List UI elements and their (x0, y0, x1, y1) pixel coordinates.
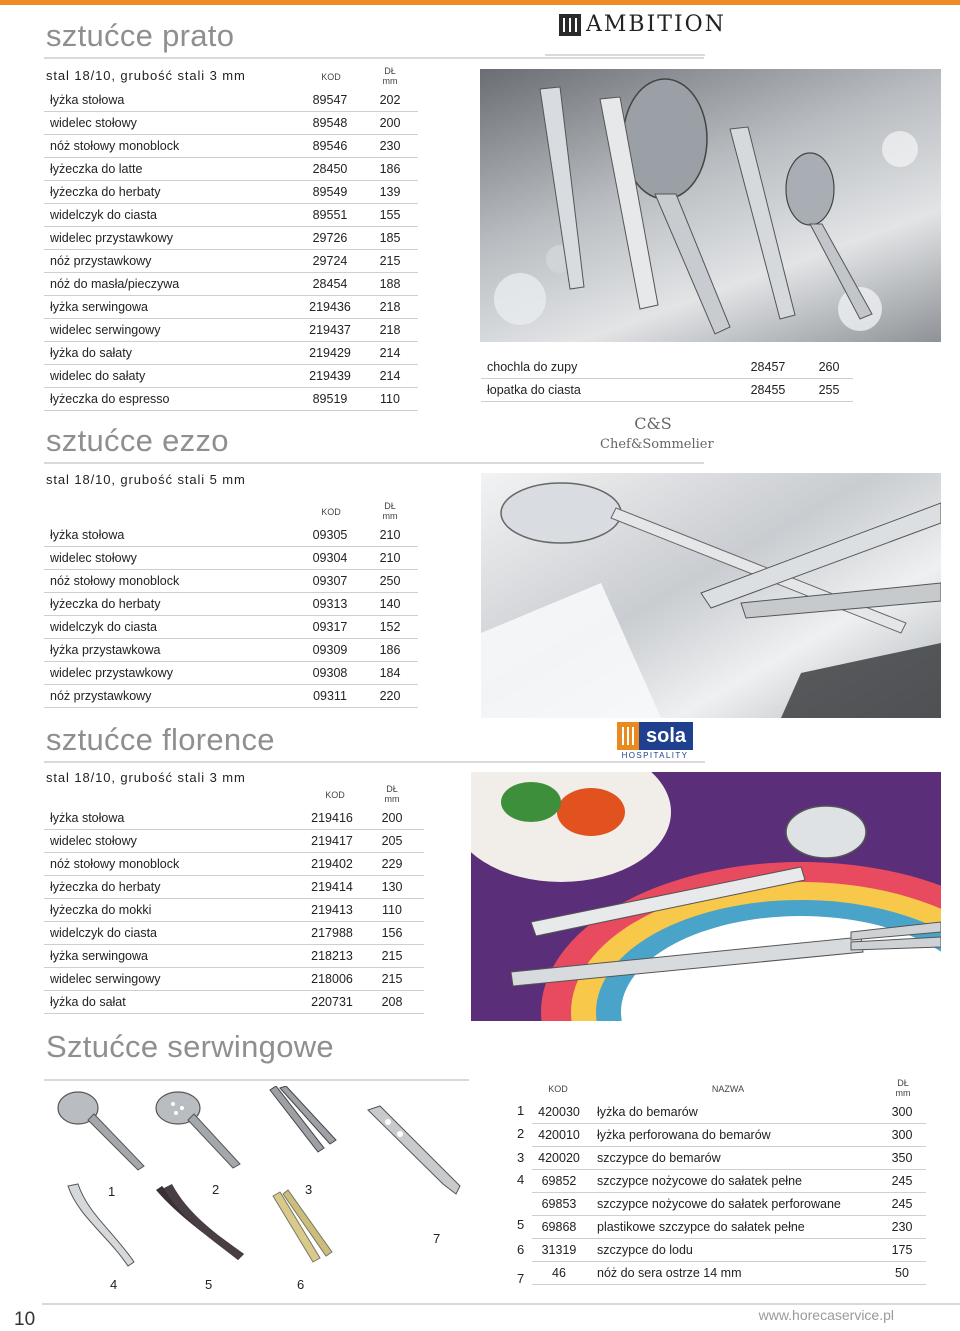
table-row (44, 638, 418, 662)
item-length: 300 (891, 1128, 913, 1142)
item-name: nóż stołowy monoblock (50, 574, 180, 588)
item-length: 230 (891, 1220, 913, 1234)
item-length: 200 (379, 116, 401, 130)
table-row (532, 1192, 926, 1216)
item-length: 300 (891, 1105, 913, 1119)
item-code: 69853 (541, 1197, 577, 1211)
item-length: 210 (379, 528, 401, 542)
chef-sommelier-text: Chef&Sommelier (600, 437, 714, 452)
footer-rule (42, 1303, 960, 1305)
item-code: 219416 (311, 811, 353, 825)
serwingowe-nazwa-header: NAZWA (711, 1084, 745, 1094)
item-length: 229 (381, 857, 403, 871)
item-name: nóż przystawkowy (50, 689, 152, 703)
item-name: łyżeczka do herbaty (50, 880, 161, 894)
serwingowe-title-rule (44, 1079, 469, 1081)
item-length: 214 (379, 369, 401, 383)
ezzo-cutlery-illustration (481, 473, 941, 718)
table-row (481, 378, 853, 402)
table-row (44, 852, 424, 876)
item-length: 186 (379, 643, 401, 657)
ambition-logo (559, 12, 726, 38)
item-code: 219439 (309, 369, 351, 383)
table-row (44, 921, 424, 945)
table-row (532, 1100, 926, 1124)
item-name: widelec serwingowy (50, 972, 161, 986)
item-code: 219417 (311, 834, 353, 848)
sola-logo-sub: HOSPITALITY (621, 751, 689, 760)
item-code: 220731 (311, 995, 353, 1009)
item-code: 219402 (311, 857, 353, 871)
item-name: łyżka stołowa (50, 811, 125, 825)
table-row (44, 661, 418, 685)
row-number: 5 (517, 1217, 525, 1232)
item-code: 09311 (313, 689, 347, 703)
table-row (532, 1123, 926, 1147)
item-length: 218 (379, 323, 401, 337)
table-row (44, 134, 418, 158)
sola-logo-text: sola (639, 722, 693, 750)
item-length: 186 (379, 162, 401, 176)
item-code: 29724 (312, 254, 348, 268)
row-number: 6 (517, 1242, 525, 1257)
item-code: 89548 (312, 116, 348, 130)
table-row (44, 203, 418, 227)
table-row (44, 226, 418, 250)
florence-title: sztućce florence (46, 722, 275, 757)
item-name: widelec stołowy (50, 551, 137, 565)
table-row (44, 967, 424, 991)
item-length: 260 (818, 360, 840, 374)
item-name: łyżeczka do herbaty (50, 597, 161, 611)
item-code: 09309 (312, 643, 348, 657)
item-length: 250 (379, 574, 401, 588)
serwingowe-title: Sztućce serwingowe (46, 1029, 334, 1064)
item-code: 89547 (312, 93, 348, 107)
item-name: nóż stołowy monoblock (50, 139, 180, 153)
item-name: łyżka perforowana do bemarów (597, 1128, 771, 1142)
table-row (44, 111, 418, 135)
ambition-rule (545, 54, 705, 56)
item-name: łyżka stołowa (50, 528, 125, 542)
item-name: łyżka do bemarów (597, 1105, 698, 1119)
ezzo-cutlery-photo (481, 473, 941, 718)
table-row (44, 295, 418, 319)
table-row (44, 318, 418, 342)
image-number-3: 3 (305, 1182, 313, 1197)
item-length: 155 (379, 208, 401, 222)
item-name: widelec do sałaty (50, 369, 146, 383)
image-number-7: 7 (433, 1231, 441, 1246)
item-code: 89549 (312, 185, 348, 199)
item-name: widelczyk do ciasta (50, 926, 157, 940)
table-row (44, 592, 418, 616)
item-length: 184 (379, 666, 401, 680)
mm-label: mm (895, 1088, 911, 1098)
table-row (44, 990, 424, 1014)
item-length: 185 (379, 231, 401, 245)
prato-dl-header (376, 66, 404, 86)
item-length: 230 (379, 139, 401, 153)
prato-cutlery-illustration (480, 69, 941, 342)
item-name: widelec stołowy (50, 834, 137, 848)
item-length: 152 (379, 620, 401, 634)
table-row (44, 249, 418, 273)
item-length: 202 (379, 93, 401, 107)
florence-subtitle: stal 18/10, grubość stali 3 mm (46, 770, 246, 785)
item-code: 29726 (312, 231, 348, 245)
item-code: 09308 (312, 666, 348, 680)
item-code: 219429 (309, 346, 351, 360)
table-row (44, 180, 418, 204)
item-code: 420020 (538, 1151, 580, 1165)
item-code: 28455 (750, 383, 786, 397)
item-length: 218 (379, 300, 401, 314)
table-row (44, 364, 418, 388)
item-length: 350 (891, 1151, 913, 1165)
item-length: 245 (891, 1197, 913, 1211)
item-name: łyżeczka do mokki (50, 903, 152, 917)
item-length: 214 (379, 346, 401, 360)
item-code: 218006 (311, 972, 353, 986)
item-code: 31319 (541, 1243, 577, 1257)
dl-label: DŁ (384, 501, 396, 511)
row-number: 3 (517, 1150, 525, 1165)
row-number: 4 (517, 1172, 525, 1187)
prato-title: sztućce prato (46, 18, 235, 53)
item-name: łopatka do ciasta (487, 383, 581, 397)
item-name: szczypce nożycowe do sałatek perforowane (597, 1197, 841, 1211)
table-row (44, 829, 424, 853)
item-code: 217988 (311, 926, 353, 940)
image-number-2: 2 (212, 1182, 220, 1197)
row-number: 7 (517, 1271, 525, 1286)
ezzo-kod-header: KOD (321, 507, 341, 517)
item-name: nóż do sera ostrze 14 mm (597, 1266, 742, 1280)
mm-label: mm (382, 76, 398, 86)
item-name: nóż przystawkowy (50, 254, 152, 268)
item-code: 69852 (541, 1174, 577, 1188)
item-name: widelec serwingowy (50, 323, 161, 337)
item-name: łyżeczka do herbaty (50, 185, 161, 199)
item-name: łyżka do sałaty (50, 346, 132, 360)
row-number: 2 (517, 1126, 525, 1141)
table-row (44, 875, 424, 899)
image-number-1: 1 (108, 1184, 116, 1199)
item-code: 28450 (312, 162, 348, 176)
item-code: 89551 (312, 208, 348, 222)
dl-label: DŁ (384, 66, 396, 76)
table-row (44, 569, 418, 593)
page-number: 10 (14, 1309, 36, 1330)
item-length: 130 (381, 880, 403, 894)
item-name: plastikowe szczypce do sałatek pełne (597, 1220, 805, 1234)
item-code: 420010 (538, 1128, 580, 1142)
item-code: 69868 (541, 1220, 577, 1234)
item-length: 200 (381, 811, 403, 825)
table-row (532, 1146, 926, 1170)
item-code: 89519 (312, 392, 348, 406)
florence-dl-header (378, 784, 406, 804)
item-code: 420030 (538, 1105, 580, 1119)
item-name: szczypce do lodu (597, 1243, 693, 1257)
item-name: łyżka stołowa (50, 93, 125, 107)
item-name: łyżka przystawkowa (50, 643, 161, 657)
item-length: 208 (381, 995, 403, 1009)
serwingowe-dl-header (890, 1078, 916, 1098)
sola-logo (617, 722, 693, 760)
item-code: 09307 (312, 574, 348, 588)
item-name: widelec stołowy (50, 116, 137, 130)
item-name: widelczyk do ciasta (50, 620, 157, 634)
dl-label: DŁ (386, 784, 398, 794)
table-row (532, 1215, 926, 1239)
item-length: 175 (891, 1243, 913, 1257)
item-code: 89546 (312, 139, 348, 153)
top-accent-bar (0, 0, 960, 5)
ezzo-subtitle: stal 18/10, grubość stali 5 mm (46, 472, 246, 487)
item-name: łyżka serwingowa (50, 300, 148, 314)
sola-rule (605, 761, 705, 763)
mm-label: mm (384, 794, 400, 804)
item-code: 46 (552, 1266, 566, 1280)
table-row (44, 387, 418, 411)
item-name: nóż stołowy monoblock (50, 857, 180, 871)
table-row (44, 615, 418, 639)
item-length: 205 (381, 834, 403, 848)
item-name: widelec przystawkowy (50, 666, 173, 680)
item-name: nóż do masła/pieczywa (50, 277, 180, 291)
item-code: 09305 (312, 528, 348, 542)
item-code: 28457 (750, 360, 786, 374)
item-code: 219414 (311, 880, 353, 894)
chef-sommelier-mark: C&S (634, 414, 672, 433)
table-row (44, 898, 424, 922)
ambition-logo-text: AMBITION (586, 12, 726, 37)
item-code: 28454 (312, 277, 348, 291)
item-code: 09313 (312, 597, 348, 611)
item-length: 110 (380, 392, 400, 406)
prato-kod-header: KOD (321, 72, 341, 82)
florence-cutlery-photo (471, 772, 941, 1021)
chef-sommelier-logo (600, 414, 714, 460)
item-code: 09317 (312, 620, 348, 634)
prato-cutlery-photo (480, 69, 941, 342)
table-row (44, 272, 418, 296)
cutlery-icon (559, 14, 581, 36)
image-number-5: 5 (205, 1277, 213, 1292)
serwingowe-kod-header: KOD (548, 1084, 568, 1094)
item-length: 140 (379, 597, 401, 611)
item-name: łyżka do sałat (50, 995, 126, 1009)
image-number-4: 4 (110, 1277, 118, 1292)
item-length: 220 (379, 689, 401, 703)
image-number-6: 6 (297, 1277, 305, 1292)
table-row (44, 944, 424, 968)
item-code: 219413 (311, 903, 353, 917)
table-row (44, 684, 418, 708)
table-row (532, 1169, 926, 1193)
table-row (481, 355, 853, 379)
dl-label: DŁ (897, 1078, 909, 1088)
item-length: 215 (381, 949, 403, 963)
item-name: łyżeczka do espresso (50, 392, 170, 406)
ezzo-dl-header (376, 501, 404, 521)
table-row (44, 523, 418, 547)
item-name: widelczyk do ciasta (50, 208, 157, 222)
item-length: 156 (381, 926, 403, 940)
table-row (44, 806, 424, 830)
item-code: 09304 (312, 551, 348, 565)
item-code: 219436 (309, 300, 351, 314)
item-length: 255 (818, 383, 840, 397)
item-name: szczypce nożycowe do sałatek pełne (597, 1174, 802, 1188)
item-name: łyżeczka do latte (50, 162, 143, 176)
table-row (44, 157, 418, 181)
prato-subtitle: stal 18/10, grubość stali 3 mm (46, 68, 246, 83)
table-row (532, 1261, 926, 1285)
florence-cutlery-illustration (471, 772, 941, 1021)
table-row (44, 546, 418, 570)
item-length: 215 (381, 972, 403, 986)
item-length: 188 (379, 277, 401, 291)
ezzo-title-rule (44, 462, 704, 464)
item-length: 139 (379, 185, 401, 199)
florence-kod-header: KOD (325, 790, 345, 800)
sola-cutlery-icon (617, 722, 639, 750)
website-url: www.horecaservice.pl (758, 1307, 894, 1323)
item-name: szczypce do bemarów (597, 1151, 721, 1165)
item-name: chochla do zupy (487, 360, 578, 374)
table-row (532, 1238, 926, 1262)
item-name: łyżka serwingowa (50, 949, 148, 963)
mm-label: mm (382, 511, 398, 521)
item-length: 215 (379, 254, 401, 268)
item-code: 218213 (311, 949, 353, 963)
item-length: 245 (891, 1174, 913, 1188)
table-row (44, 88, 418, 112)
row-number: 1 (517, 1103, 525, 1118)
prato-title-rule (44, 57, 704, 59)
item-name: widelec przystawkowy (50, 231, 173, 245)
item-length: 210 (379, 551, 401, 565)
ezzo-title: sztućce ezzo (46, 423, 229, 458)
item-code: 219437 (309, 323, 351, 337)
item-length: 50 (895, 1266, 909, 1280)
table-row (44, 341, 418, 365)
item-length: 110 (382, 903, 402, 917)
